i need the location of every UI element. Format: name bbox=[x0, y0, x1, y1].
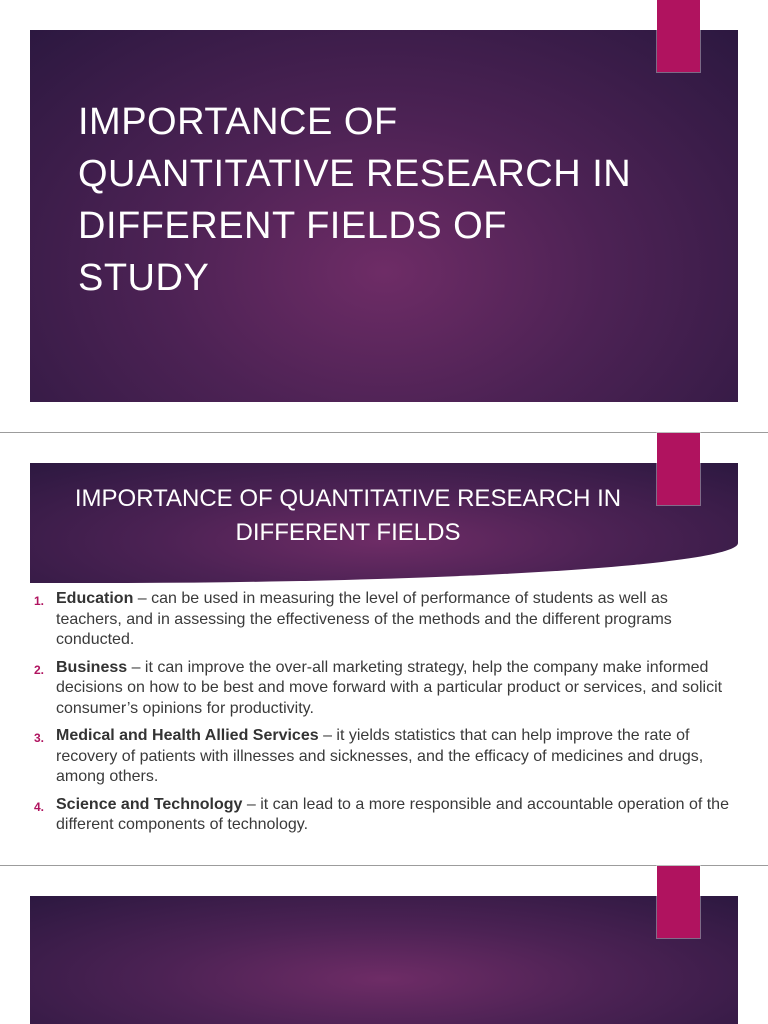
slide-3-background bbox=[30, 896, 738, 1024]
field-name: Business bbox=[56, 658, 128, 676]
list-item bbox=[34, 726, 734, 788]
field-description: – can be used in measuring the level of performance of students as well as teachers, and in assessing the effectiveness of the methods and the different programs conducted. bbox=[56, 590, 672, 648]
slide-3-accent-tab bbox=[657, 866, 700, 938]
slide-1-accent-tab bbox=[657, 0, 700, 72]
list-item bbox=[34, 589, 734, 651]
slide-2-title: IMPORTANCE OF QUANTITATIVE RESEARCH IN DIFFERENT FIELDS bbox=[74, 485, 622, 546]
list-item bbox=[34, 795, 734, 836]
field-description: – it can improve the over-all marketing strategy, help the company make informed decisions on how to be best and move forward with a particular product or services, and solicit consumer’s opinions for productivity. bbox=[56, 658, 723, 717]
list-number: 2. bbox=[34, 662, 45, 677]
slide-1-title: IMPORTANCE OF QUANTITATIVE RESEARCH IN DIFFERENT FIELDS OF STUDY bbox=[78, 101, 632, 299]
field-name: Science and Technology bbox=[56, 795, 243, 813]
field-name: Medical and Health Allied Services bbox=[56, 727, 319, 744]
slide-divider-1 bbox=[0, 432, 768, 433]
list-number: 4. bbox=[34, 799, 45, 814]
list-number: 3. bbox=[34, 731, 45, 745]
field-name: Education bbox=[56, 590, 134, 607]
field-description: – it yields statistics that can help improve the rate of recovery of patients with illnesses and sicknesses, and the efficacy of medicines and drugs, among others. bbox=[56, 727, 704, 785]
list-item bbox=[34, 658, 734, 720]
slide-divider-2 bbox=[0, 865, 768, 866]
field-description: – it can lead to a more responsible and accountable operation of the different components of technology. bbox=[56, 795, 729, 833]
fields-list bbox=[34, 589, 734, 843]
slide-2-accent-tab bbox=[657, 433, 700, 505]
list-number: 1. bbox=[34, 594, 45, 608]
